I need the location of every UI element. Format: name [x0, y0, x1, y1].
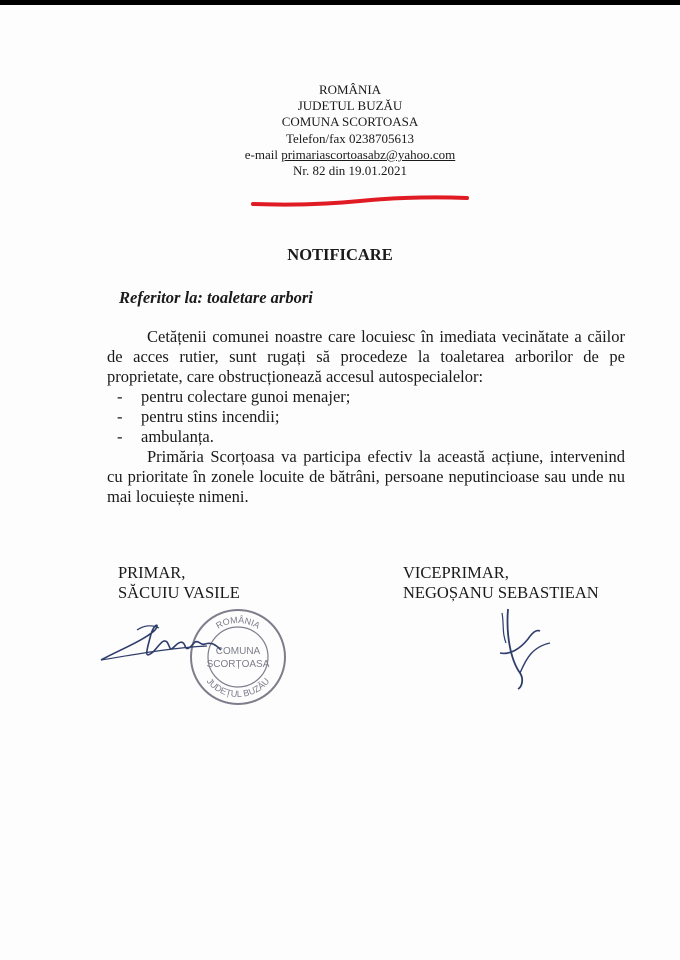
county-name: JUDETUL BUZĂU — [297, 98, 403, 114]
vicemayor-title: VICEPRIMAR, — [403, 563, 509, 582]
red-underline — [250, 190, 470, 210]
stamp-top-text: ROMÂNIA — [214, 614, 262, 631]
stamp-commune-line1: COMUNA — [215, 646, 261, 657]
letterhead — [180, 82, 520, 179]
email-label: e-mail — [244, 146, 278, 162]
vicemayor-name: NEGOȘANU SEBASTIEAN — [403, 583, 599, 602]
list-item: - pentru colectare gunoi menajer; — [117, 387, 625, 407]
paragraph-intro: Cetățenii comunei noastre care locuiesc în imediata vecinătate a căilor de acces rutier, sunt rugați să procedeze la toaletarea arborilor de pe proprietate, care obstrucționează accesul autospecialelor: — [107, 327, 625, 386]
vicemayor-signature-block — [403, 563, 599, 603]
stamp-bottom-text: JUDEȚUL BUZĂU — [204, 676, 272, 700]
document-subject: Referitor la: toaletare arbori — [119, 288, 313, 307]
bullet-list — [107, 387, 625, 447]
mayor-name: SĂCUIU VASILE — [118, 583, 240, 602]
phone-fax: Telefon/fax 0238705613 — [286, 130, 414, 146]
registration-number: Nr. 82 din 19.01.2021 — [292, 163, 408, 179]
mayor-signature-block — [118, 563, 240, 603]
mayor-title: PRIMAR, — [118, 563, 186, 582]
list-item: - ambulanța. — [117, 427, 625, 447]
country-name: ROMÂNIA — [318, 82, 382, 97]
commune-name: COMUNA SCORTOASA — [281, 114, 419, 130]
email-link[interactable]: primariascortoasabz@yahoo.com — [281, 146, 456, 162]
list-item: - pentru stins incendii; — [117, 407, 625, 427]
email-line — [180, 147, 520, 163]
document-title: NOTIFICARE — [287, 245, 393, 264]
stamp-commune-line2: SCORȚOASA — [206, 659, 270, 670]
paragraph-closing: Primăria Scorțoasa va participa efectiv la această acțiune, intervenind cu prioritate în zonele locuite de bătrâni, persoane neputincioase sau unde nu mai locuiește nimeni. — [107, 447, 625, 506]
document-body — [107, 327, 625, 507]
vicemayor-handwritten-signature — [480, 603, 560, 693]
mayor-handwritten-signature — [97, 612, 227, 672]
